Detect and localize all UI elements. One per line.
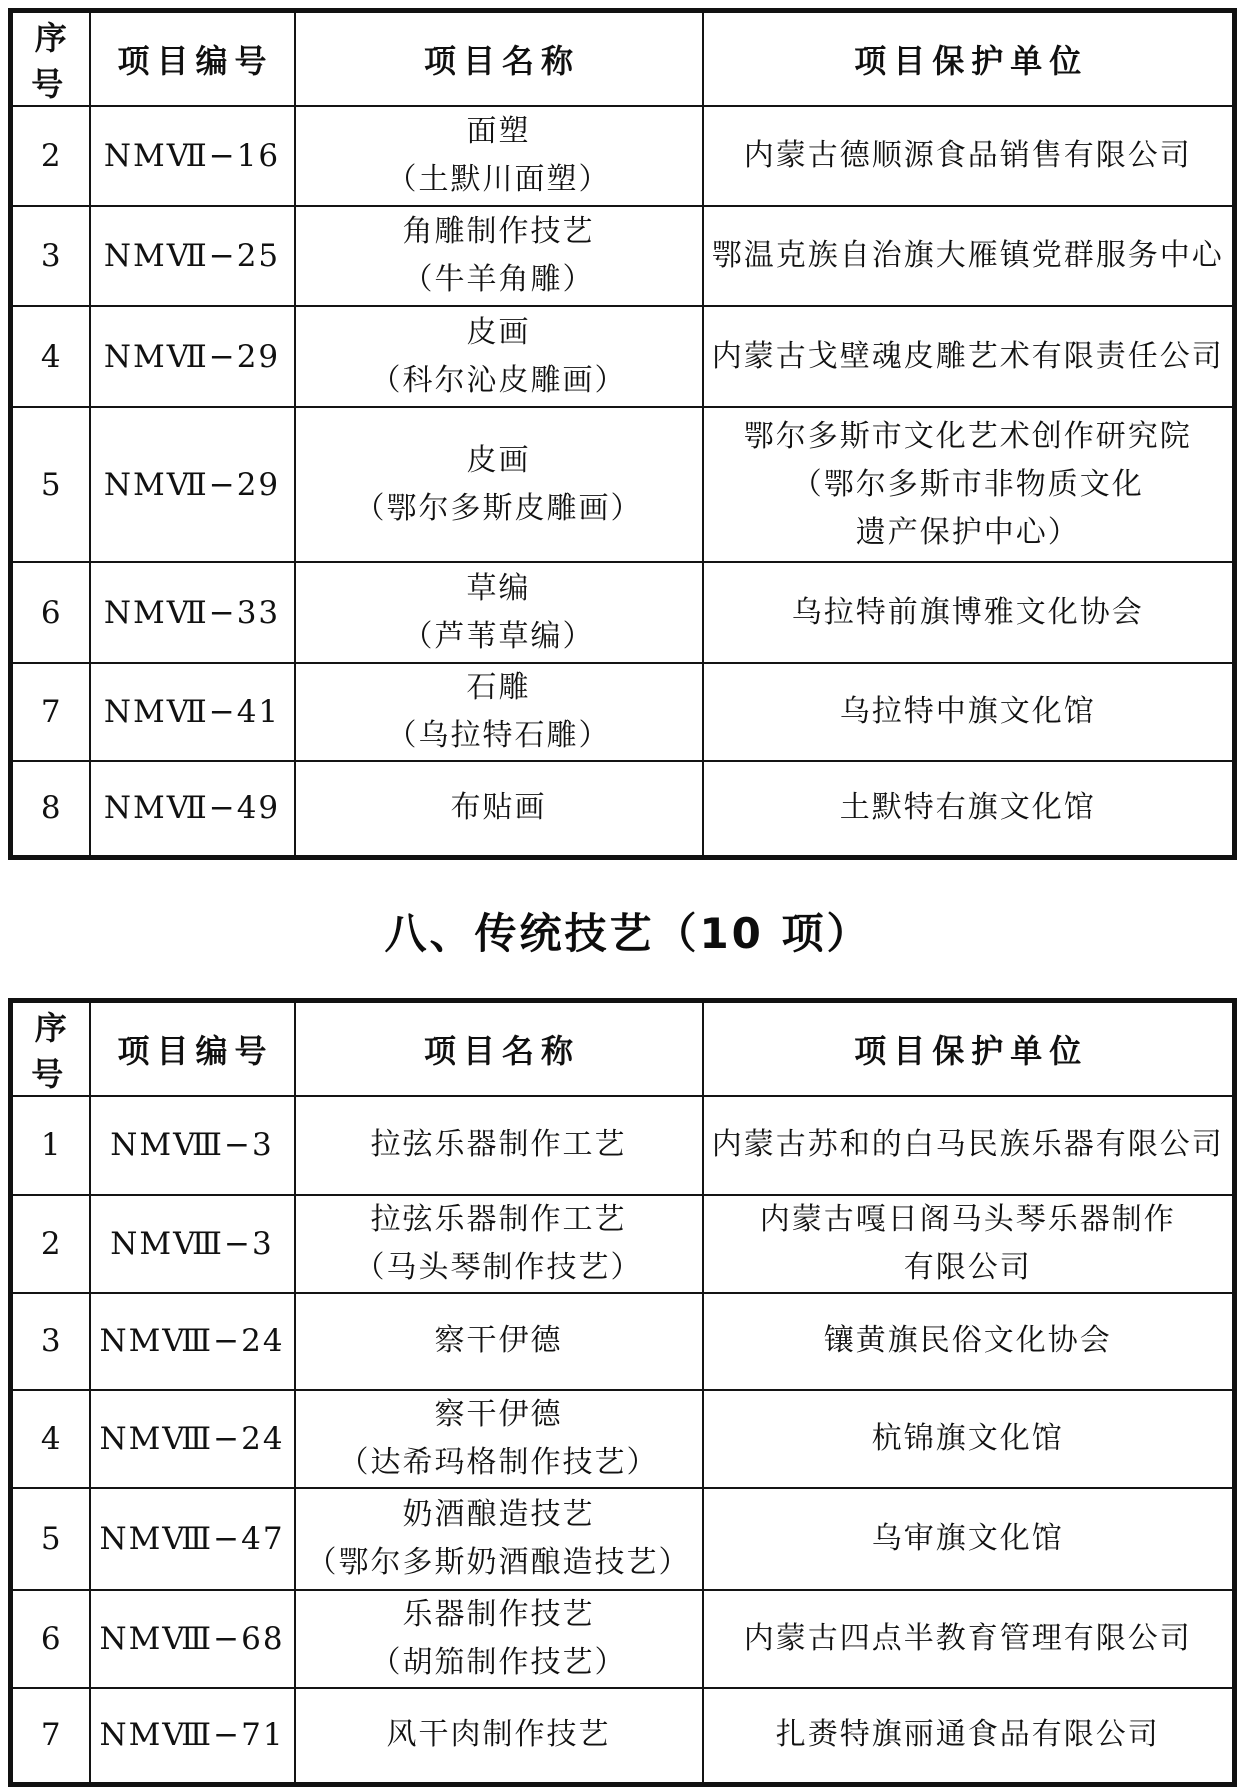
cell-protection-org — [703, 306, 1235, 407]
cell-project-name — [295, 761, 703, 857]
project-name-subline: （胡笳制作技艺） — [370, 1644, 627, 1680]
project-name-line: 奶酒酿造技艺 — [402, 1496, 595, 1532]
cell-serial: 3 — [11, 1293, 90, 1390]
project-name-line: 角雕制作技艺 — [402, 214, 595, 249]
project-name-line: 拉弦乐器制作工艺 — [370, 1127, 627, 1162]
section-heading: 八、传统技艺（10 项） — [384, 908, 872, 958]
cell-protection-org — [703, 1096, 1235, 1195]
project-name-line: 察干伊德 — [434, 1396, 563, 1432]
project-name-line: 石雕 — [466, 670, 531, 705]
cell-project-name — [295, 1390, 703, 1488]
org-name-line: 乌审旗文化馆 — [871, 1520, 1064, 1556]
table-row — [11, 663, 1235, 761]
cell-code: NMⅦ−49 — [90, 761, 295, 857]
cell-project-name — [295, 1590, 703, 1688]
table-row — [11, 1390, 1235, 1488]
org-name-line: 土默特右旗文化馆 — [839, 790, 1096, 826]
project-name-line: 草编 — [466, 570, 531, 606]
cell-protection-org — [703, 1390, 1235, 1488]
org-name-line: 内蒙古四点半教育管理有限公司 — [743, 1620, 1192, 1656]
cell-serial: 2 — [11, 1195, 90, 1293]
col-header-code: 项目编号 — [90, 1000, 295, 1096]
cell-serial: 4 — [11, 1390, 90, 1488]
cell-protection-org — [703, 761, 1235, 857]
project-name-subline: （芦苇草编） — [402, 618, 595, 654]
cell-protection-org — [703, 1293, 1235, 1390]
cell-serial: 6 — [11, 1590, 90, 1688]
project-name-line: 面塑 — [466, 114, 531, 149]
cell-serial: 2 — [11, 106, 90, 206]
cell-code: NMⅧ−71 — [90, 1688, 295, 1785]
table-row — [11, 306, 1235, 407]
project-name-subline: （土默川面塑） — [386, 162, 611, 197]
cell-protection-org — [703, 1590, 1235, 1688]
cell-protection-org — [703, 1195, 1235, 1293]
cell-project-name — [295, 1096, 703, 1195]
project-name-line: 乐器制作技艺 — [402, 1596, 595, 1632]
lower-table-header-row — [11, 1000, 1235, 1096]
cell-project-name — [295, 1688, 703, 1785]
upper-table-header-row — [11, 11, 1235, 107]
cell-protection-org — [703, 106, 1235, 206]
table-row — [11, 1195, 1235, 1293]
project-name-line: 风干肉制作技艺 — [386, 1717, 611, 1753]
cell-serial: 4 — [11, 306, 90, 407]
col-header-name: 项目名称 — [295, 11, 703, 107]
col-header-serial: 序号 — [11, 1000, 90, 1096]
org-name-line: 鄂尔多斯市文化艺术创作研究院 — [743, 418, 1192, 454]
cell-code: NMⅧ−47 — [90, 1488, 295, 1590]
col-header-name: 项目名称 — [295, 1000, 703, 1096]
project-name-line: 皮画 — [466, 314, 531, 350]
table-row — [11, 106, 1235, 206]
cell-serial: 5 — [11, 1488, 90, 1590]
cell-serial: 1 — [11, 1096, 90, 1195]
project-name-subline: （科尔沁皮雕画） — [370, 362, 627, 398]
table-row — [11, 407, 1235, 562]
cell-project-name — [295, 562, 703, 663]
cell-protection-org — [703, 206, 1235, 306]
cell-project-name — [295, 206, 703, 306]
table-row — [11, 562, 1235, 663]
col-header-org: 项目保护单位 — [703, 11, 1235, 107]
cell-code: NMⅦ−29 — [90, 407, 295, 562]
org-name-line: 内蒙古苏和的白马民族乐器有限公司 — [711, 1127, 1224, 1162]
org-name-line: 杭锦旗文化馆 — [871, 1420, 1064, 1456]
upper-table — [8, 8, 1237, 860]
org-name-line: 遗产保护中心） — [855, 514, 1080, 550]
table-row — [11, 761, 1235, 857]
cell-protection-org — [703, 663, 1235, 761]
cell-code: NMⅦ−29 — [90, 306, 295, 407]
cell-project-name — [295, 1195, 703, 1293]
org-name-line: 乌拉特前旗博雅文化协会 — [791, 594, 1144, 630]
cell-code: NMⅦ−16 — [90, 106, 295, 206]
cell-code: NMⅧ−68 — [90, 1590, 295, 1688]
cell-project-name — [295, 306, 703, 407]
cell-serial: 5 — [11, 407, 90, 562]
cell-protection-org — [703, 1488, 1235, 1590]
cell-project-name — [295, 1293, 703, 1390]
cell-serial: 6 — [11, 562, 90, 663]
project-name-line: 皮画 — [466, 442, 531, 478]
cell-protection-org — [703, 1688, 1235, 1785]
project-name-line: 布贴画 — [450, 790, 547, 826]
org-name-line: 有限公司 — [903, 1249, 1032, 1285]
org-name-line: 内蒙古嘎日阁马头琴乐器制作 — [759, 1201, 1176, 1237]
project-name-subline: （鄂尔多斯奶酒酿造技艺） — [306, 1544, 691, 1580]
cell-serial: 3 — [11, 206, 90, 306]
cell-protection-org — [703, 407, 1235, 562]
project-name-subline: （鄂尔多斯皮雕画） — [354, 490, 643, 526]
col-header-org: 项目保护单位 — [703, 1000, 1235, 1096]
table-row — [11, 1688, 1235, 1785]
project-name-subline: （乌拉特石雕） — [386, 718, 611, 753]
project-name-line: 察干伊德 — [434, 1323, 563, 1358]
cell-project-name — [295, 407, 703, 562]
cell-serial: 7 — [11, 663, 90, 761]
cell-code: NMⅧ−3 — [90, 1096, 295, 1195]
org-name-line: 扎赉特旗丽通食品有限公司 — [775, 1717, 1160, 1753]
table-row — [11, 206, 1235, 306]
table-row — [11, 1293, 1235, 1390]
cell-code: NMⅦ−33 — [90, 562, 295, 663]
cell-code: NMⅧ−24 — [90, 1293, 295, 1390]
project-name-subline: （达希玛格制作技艺） — [338, 1444, 659, 1480]
org-name-line: 内蒙古戈壁魂皮雕艺术有限责任公司 — [711, 338, 1224, 374]
cell-code: NMⅦ−41 — [90, 663, 295, 761]
cell-code: NMⅧ−3 — [90, 1195, 295, 1293]
table-row — [11, 1096, 1235, 1195]
lower-table — [8, 998, 1237, 1788]
cell-code: NMⅦ−25 — [90, 206, 295, 306]
org-name-line: （鄂尔多斯市非物质文化 — [791, 466, 1144, 502]
cell-serial: 7 — [11, 1688, 90, 1785]
col-header-code: 项目编号 — [90, 11, 295, 107]
project-name-line: 拉弦乐器制作工艺 — [370, 1201, 627, 1237]
col-header-serial: 序号 — [11, 11, 90, 107]
project-name-subline: （马头琴制作技艺） — [354, 1249, 643, 1285]
cell-protection-org — [703, 562, 1235, 663]
org-name-line: 乌拉特中旗文化馆 — [839, 694, 1096, 729]
org-name-line: 镶黄旗民俗文化协会 — [823, 1323, 1112, 1358]
org-name-line: 内蒙古德顺源食品销售有限公司 — [743, 138, 1192, 173]
table-row — [11, 1488, 1235, 1590]
project-name-subline: （牛羊角雕） — [402, 262, 595, 297]
cell-project-name — [295, 1488, 703, 1590]
cell-serial: 8 — [11, 761, 90, 857]
cell-project-name — [295, 106, 703, 206]
org-name-line: 鄂温克族自治旗大雁镇党群服务中心 — [711, 238, 1224, 273]
cell-code: NMⅧ−24 — [90, 1390, 295, 1488]
cell-project-name — [295, 663, 703, 761]
table-row — [11, 1590, 1235, 1688]
